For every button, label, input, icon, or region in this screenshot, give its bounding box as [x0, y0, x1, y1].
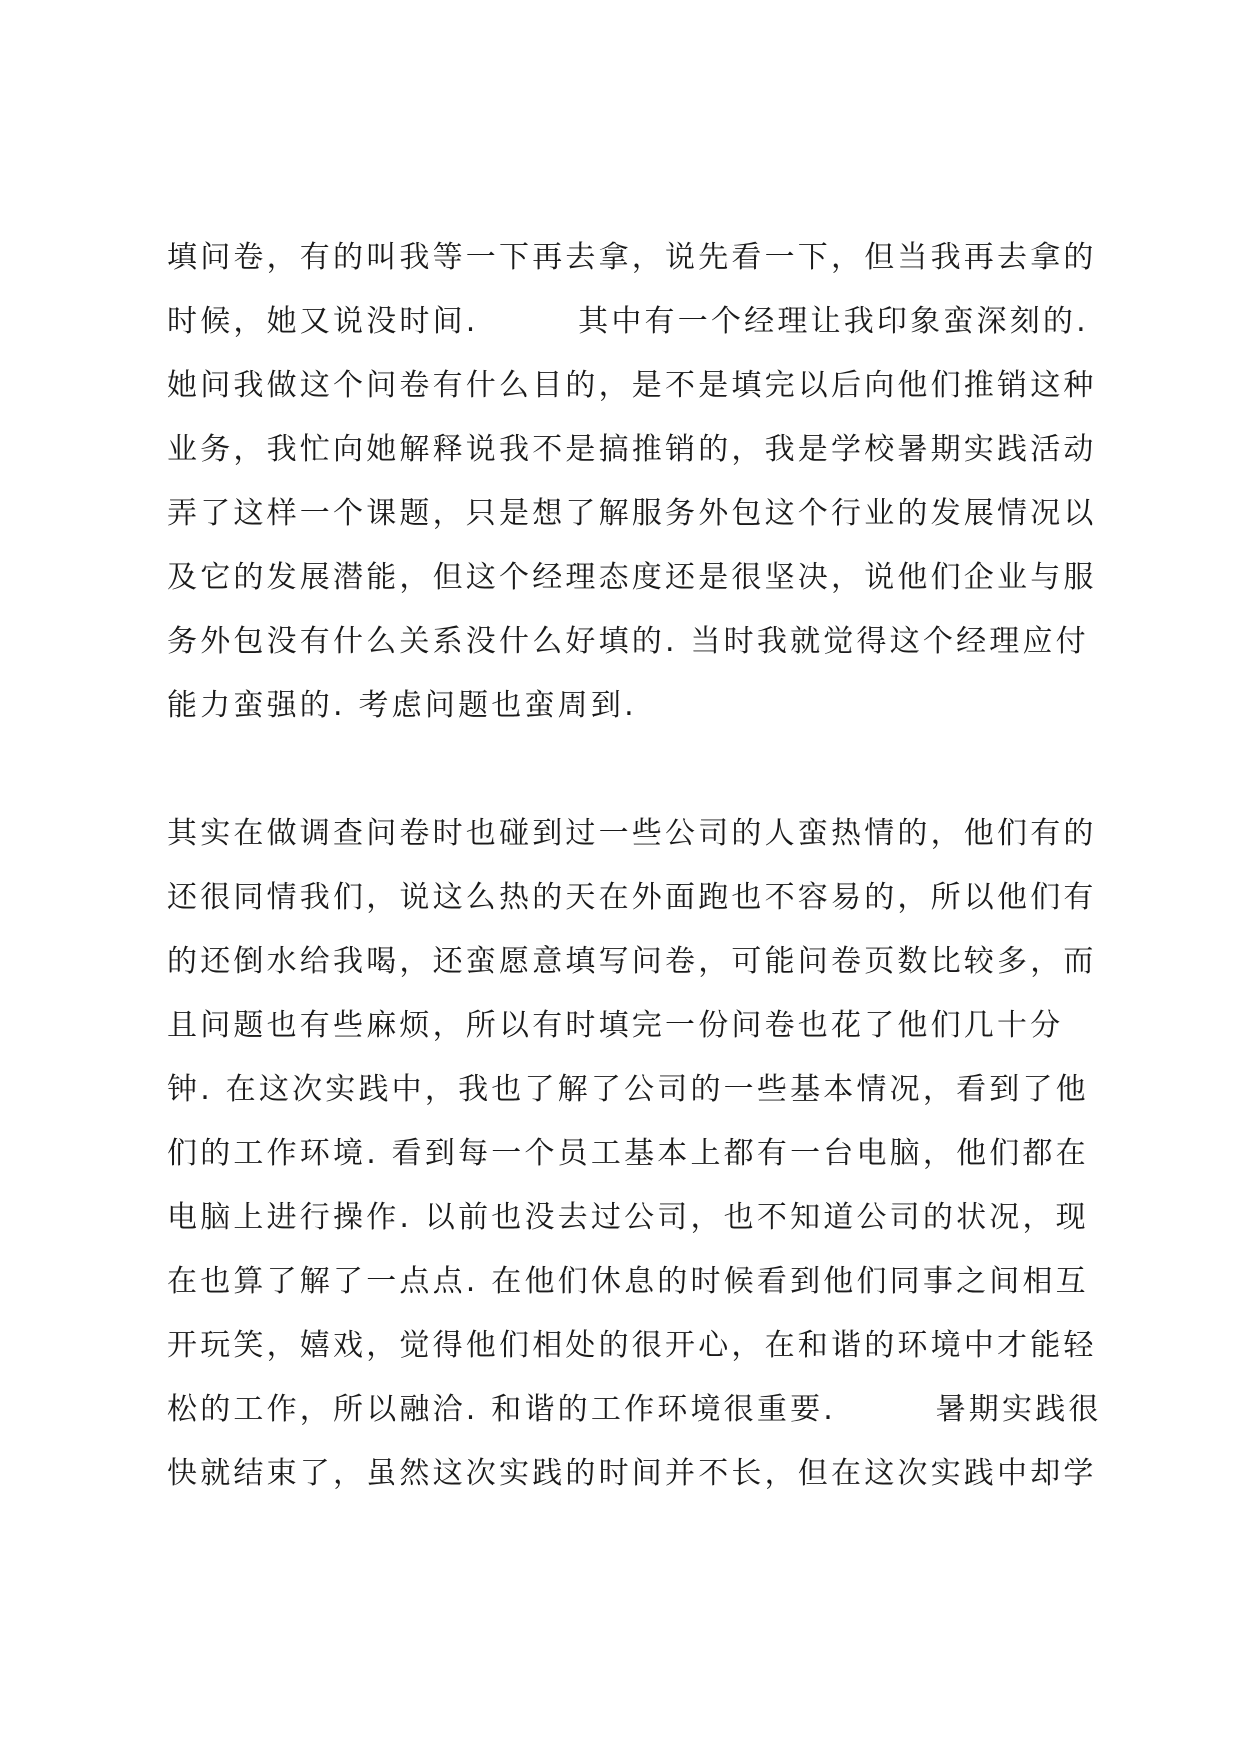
text-line: 填问卷，有的叫我等一下再去拿，说先看一下，但当我再去拿的 [167, 240, 1097, 275]
text-line: 开玩笑，嬉戏，觉得他们相处的很开心，在和谐的环境中才能轻 [167, 1328, 1097, 1363]
text-line: 在也算了解了一点点. 在他们休息的时候看到他们同事之间相互 [167, 1264, 1089, 1299]
text-line: 们的工作环境. 看到每一个员工基本上都有一台电脑，他们都在 [167, 1136, 1089, 1171]
text-line: 快就结束了，虽然这次实践的时间并不长，但在这次实践中却学 [167, 1456, 1097, 1491]
text-line: 业务，我忙向她解释说我不是搞推销的，我是学校暑期实践活动 [167, 432, 1097, 467]
paragraph-2 [167, 802, 1102, 1506]
text-line: 还很同情我们，说这么热的天在外面跑也不容易的，所以他们有 [167, 880, 1097, 915]
text-line: 弄了这样一个课题，只是想了解服务外包这个行业的发展情况以 [167, 496, 1097, 531]
text-line: 其实在做调查问卷时也碰到过一些公司的人蛮热情的，他们有的 [167, 816, 1097, 851]
text-line: 她问我做这个问卷有什么目的，是不是填完以后向他们推销这种 [167, 368, 1097, 403]
paragraph-1 [167, 226, 1097, 738]
text-line: 电脑上进行操作. 以前也没去过公司，也不知道公司的状况，现 [167, 1200, 1089, 1235]
paragraph-spacer [167, 738, 1097, 802]
text-line: 能力蛮强的. 考虑问题也蛮周到. [167, 688, 637, 723]
text-line: 及它的发展潜能，但这个经理态度还是很坚决，说他们企业与服 [167, 560, 1097, 595]
text-line: 时候，她又说没时间. 其中有一个经理让我印象蛮深刻的. [167, 304, 1089, 339]
text-line: 松的工作，所以融洽. 和谐的工作环境很重要. 暑期实践很 [167, 1392, 1102, 1427]
text-line: 的还倒水给我喝，还蛮愿意填写问卷，可能问卷页数比较多，而 [167, 944, 1097, 979]
text-line: 务外包没有什么关系没什么好填的. 当时我就觉得这个经理应付 [167, 624, 1089, 659]
document-body [167, 226, 1102, 1506]
text-line: 且问题也有些麻烦，所以有时填完一份问卷也花了他们几十分 [167, 1008, 1064, 1043]
text-line: 钟. 在这次实践中，我也了解了公司的一些基本情况，看到了他 [167, 1072, 1089, 1107]
